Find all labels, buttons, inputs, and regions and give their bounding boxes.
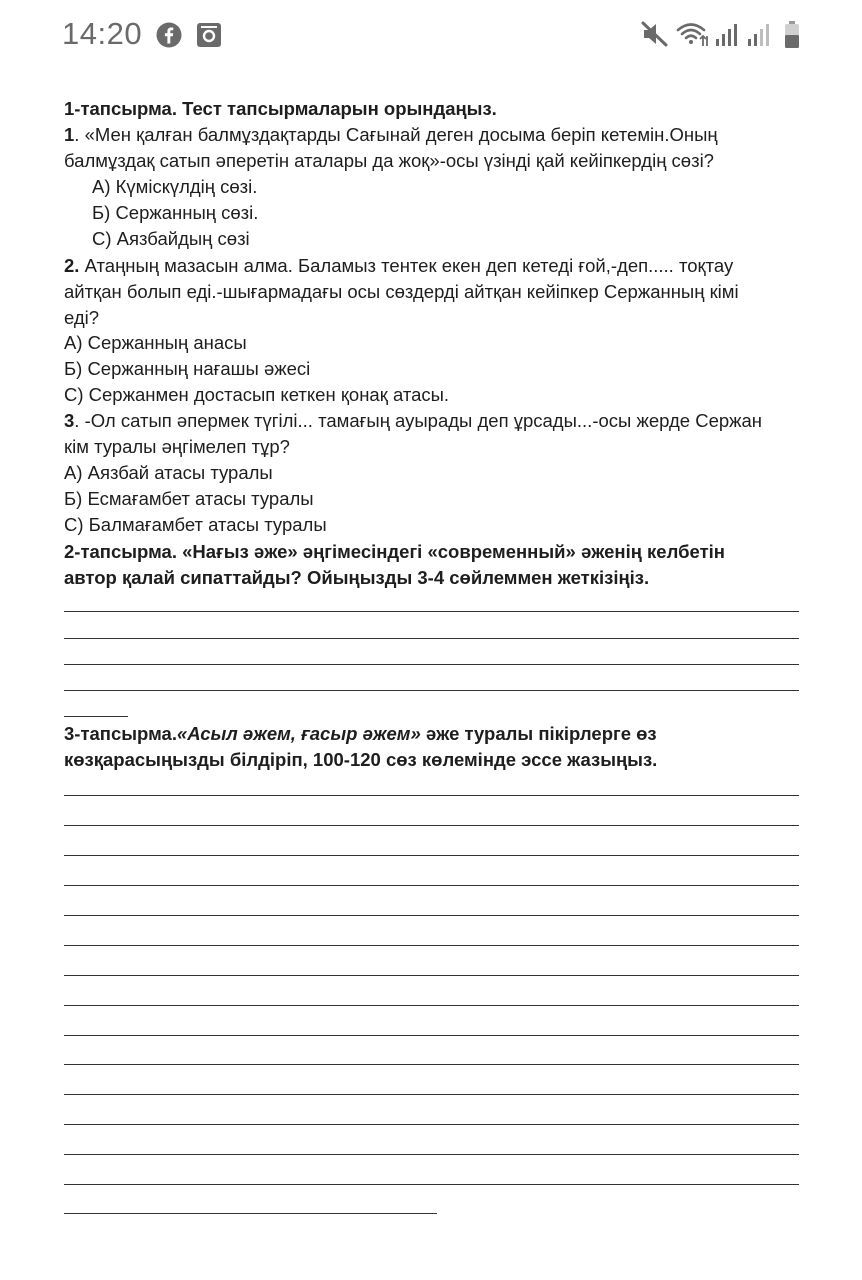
answer-line (64, 638, 799, 639)
answer-line (64, 664, 799, 665)
task3-heading-line-2: көзқарасыңызды білдіріп, 100-120 сөз көлемінде эссе жазыңыз. (64, 749, 658, 770)
task3-heading-line-1: 3-тапсырма.«Асыл әжем, ғасыр әжем» әже туралы пікірлерге өз (64, 723, 657, 744)
essay-line (64, 1035, 799, 1036)
essay-line (64, 825, 799, 826)
screenshot-app-icon (196, 22, 222, 48)
essay-line (64, 1005, 799, 1006)
essay-line (64, 1094, 799, 1095)
essay-line (64, 855, 799, 856)
answer-line (64, 611, 799, 612)
essay-line (64, 795, 799, 796)
facebook-icon (156, 22, 182, 48)
question-2-option-a: А) Сержанның анасы (64, 332, 247, 353)
question-1-line-1: 1. «Мен қалған балмұздақтарды Сағынай деген досыма беріп кетемін.Оның (64, 124, 718, 145)
question-3-option-b: Б) Есмағамбет атасы туралы (64, 488, 314, 509)
question-2-number: 2. (64, 255, 80, 276)
essay-line (64, 975, 799, 976)
question-2-line-3: еді? (64, 307, 100, 328)
battery-icon (783, 20, 801, 50)
essay-line (64, 1064, 799, 1065)
status-time: 14:20 (62, 16, 143, 51)
signal-icon-2 (746, 22, 772, 48)
essay-line (64, 1184, 799, 1185)
question-3-line-2: кім туралы әңгімелеп тұр? (64, 436, 290, 457)
question-1-option-b: Б) Сержанның сөзі. (92, 202, 259, 223)
question-3-number: 3 (64, 410, 75, 431)
question-2-line-1: 2. Атаңның мазасын алма. Баламыз тентек екен деп кетеді ғой,-деп..... тоқтау (64, 255, 734, 276)
question-1-option-a: А) Күміскүлдің сөзі. (92, 176, 258, 197)
mute-icon (640, 20, 670, 48)
question-1-number: 1 (64, 124, 75, 145)
task2-heading-line-1: 2-тапсырма. «Нағыз әже» әңгімесіндегі «современный» әженің келбетін (64, 541, 725, 562)
essay-line (64, 1154, 799, 1155)
essay-line (64, 885, 799, 886)
wifi-icon (676, 20, 710, 48)
essay-title: «Асыл әжем, ғасыр әжем» (177, 723, 421, 744)
essay-line (64, 945, 799, 946)
question-2-option-c: С) Сержанмен достасып кеткен қонақ атасы. (64, 384, 450, 405)
essay-line (64, 1124, 799, 1125)
answer-line-short (64, 716, 128, 717)
task1-heading: 1-тапсырма. Тест тапсырмаларын орындаңыз. (64, 98, 497, 119)
task2-heading-line-2: автор қалай сипаттайды? Ойыңызды 3-4 сөйлеммен жеткізіңіз. (64, 567, 650, 588)
question-1-line-2: балмұздақ сатып әперетін аталары да жоқ»-осы үзінді қай кейіпкердің сөзі? (64, 150, 714, 171)
status-bar (0, 0, 862, 72)
essay-line-short (64, 1213, 437, 1214)
question-3-option-c: С) Балмағамбет атасы туралы (64, 514, 327, 535)
question-2-option-b: Б) Сержанның нағашы әжесі (64, 358, 311, 379)
question-1-option-c: С) Аязбайдың сөзі (92, 228, 250, 249)
signal-icon (714, 22, 740, 48)
question-3-line-1: 3. -Ол сатып әпермек түгілі... тамағың ауырады деп ұрсады...-осы жерде Сержан (64, 410, 763, 431)
answer-line (64, 690, 799, 691)
essay-line (64, 915, 799, 916)
question-3-option-a: А) Аязбай атасы туралы (64, 462, 273, 483)
question-2-line-2: айтқан болып еді.-шығармадағы осы сөздерді айтқан кейіпкер Сержанның кімі (64, 281, 739, 302)
